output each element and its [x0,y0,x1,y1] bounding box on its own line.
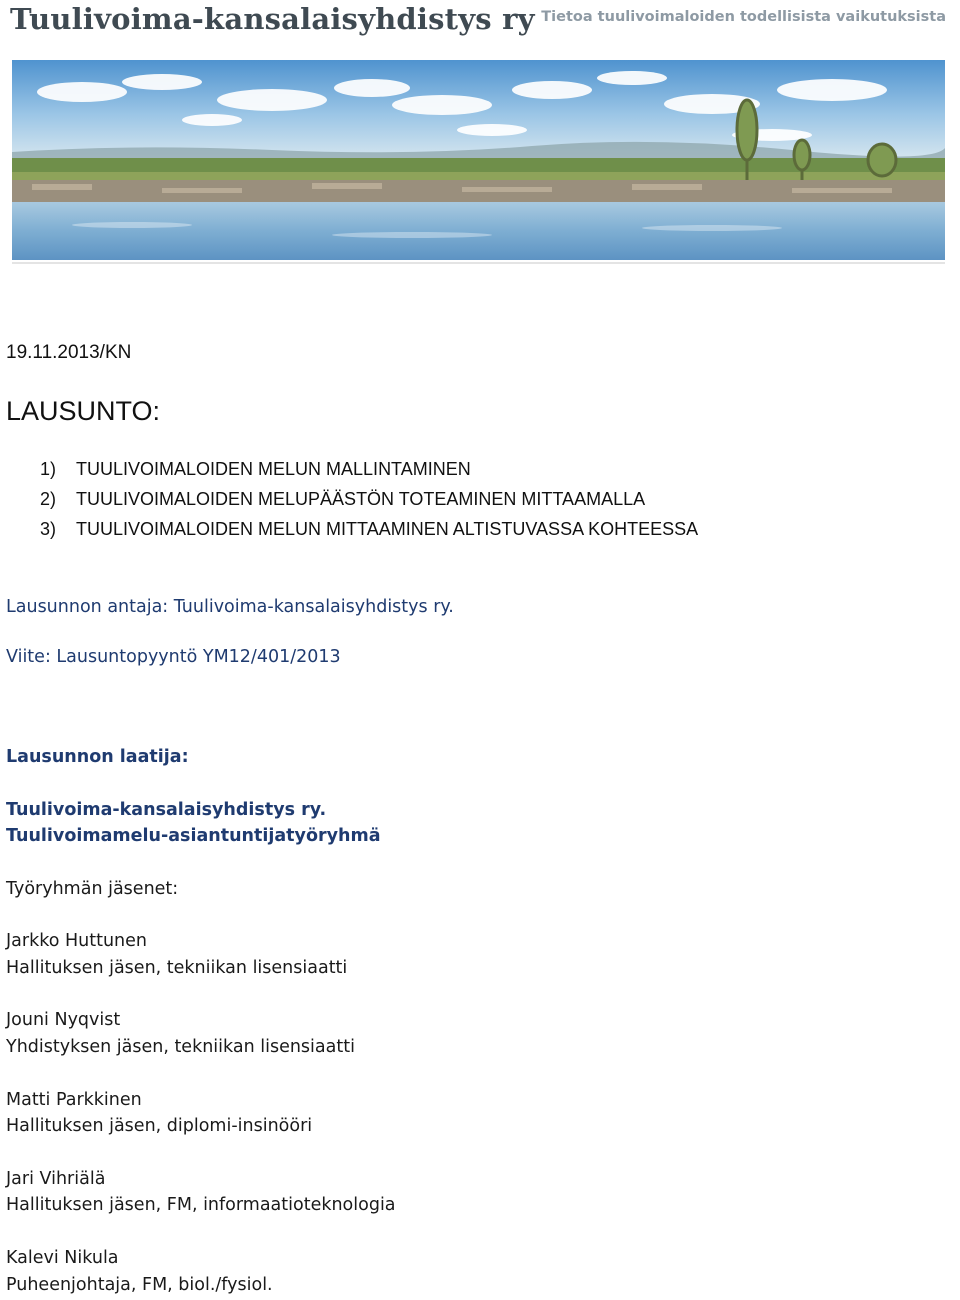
landscape-lake-photo [12,60,945,260]
banner-divider [12,262,945,264]
member-role: Hallituksen jäsen, tekniikan lisensiaatti [6,958,348,978]
document-date: 19.11.2013/KN [6,342,132,363]
author-label: Lausunnon laatija: [6,747,189,767]
list-item: 3) TUULIVOIMALOIDEN MELUN MITTAAMINEN ALTISTUVASSA KOHTEESSA [40,519,699,539]
document-heading: LAUSUNTO: [6,396,161,426]
list-item: 2) TUULIVOIMALOIDEN MELUPÄÄSTÖN TOTEAMINEN MITTAAMALLA [40,489,646,509]
topic-list [40,454,698,544]
member-role: Hallituksen jäsen, FM, informaatioteknologia [6,1195,396,1215]
site-brand[interactable]: Tuulivoima-kansalaisyhdistys ry [10,2,535,36]
author-group: Tuulivoimamelu-asiantuntijatyöryhmä [6,826,381,846]
member-role: Puheenjohtaja, FM, biol./fysiol. [6,1275,273,1295]
member-role: Hallituksen jäsen, diplomi-insinööri [6,1116,313,1136]
member-name: Matti Parkkinen [6,1090,142,1110]
list-item: 1) TUULIVOIMALOIDEN MELUN MALLINTAMINEN [40,459,471,479]
member-name: Jari Vihriälä [6,1169,106,1189]
member-name: Jarkko Huttunen [6,931,148,951]
reference: Viite: Lausuntopyyntö YM12/401/2013 [6,647,341,667]
members-label: Työryhmän jäsenet: [6,879,179,899]
member-name: Jouni Nyqvist [6,1010,121,1030]
member-role: Yhdistyksen jäsen, tekniikan lisensiaatti [6,1037,355,1057]
author-org: Tuulivoima-kansalaisyhdistys ry. [6,800,327,820]
site-tagline: Tietoa tuulivoimaloiden todellisista vaikutuksista [541,9,946,25]
statement-giver: Lausunnon antaja: Tuulivoima-kansalaisyhdistys ry. [6,597,454,617]
member-name: Kalevi Nikula [6,1248,119,1268]
